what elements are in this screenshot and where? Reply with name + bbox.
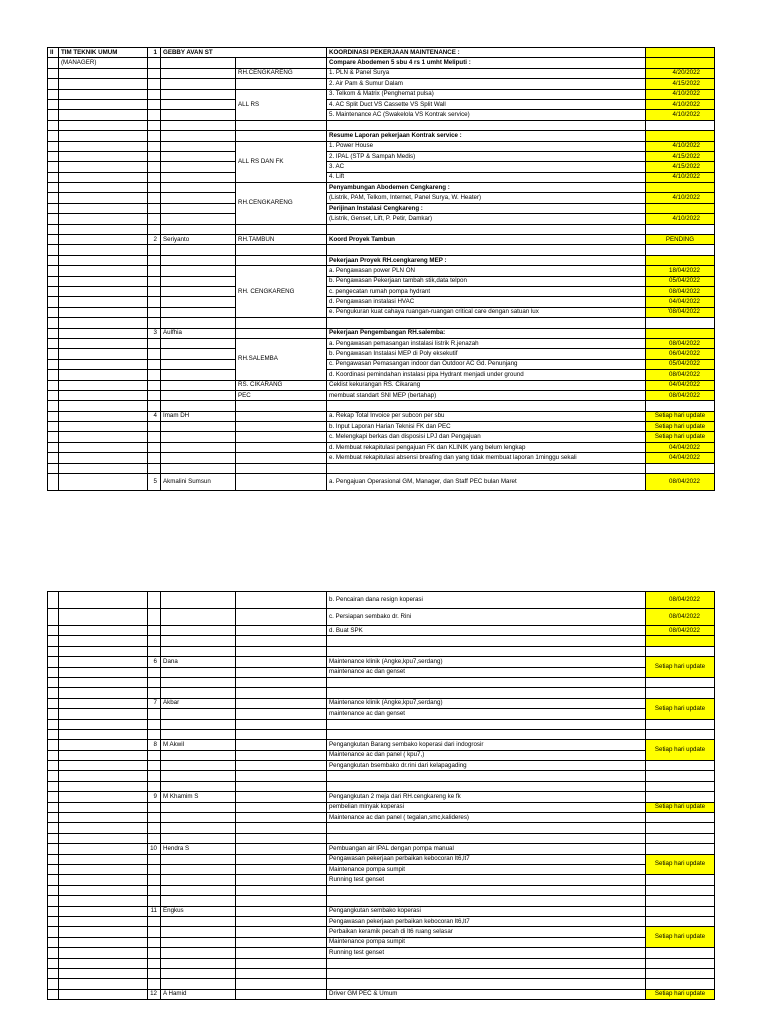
task: (Listrik, PAM, Telkom, Internet, Panel Surya, W. Heater) (327, 193, 646, 203)
task-date: 08/04/2022 (646, 390, 715, 400)
task-status: Setiap hari update (646, 657, 715, 678)
task-date: '08/04/2022 (646, 307, 715, 317)
task: 5. Maintenance AC (Swakelola VS Kontrak service) (327, 110, 646, 120)
task-date: 4/15/2022 (646, 79, 715, 89)
task: b. Pengawasan Pekerjaan tambah stik,data telpon (327, 276, 646, 286)
task: a. Pengajuan Operasional GM, Manager, dan Staff PEC bulan Maret (327, 474, 646, 491)
task-heading: Resume Laporan pekerjaan Kontrak service : (327, 131, 646, 141)
task-heading: Pekerjaan Proyek RH.cengkareng MEP : (327, 255, 646, 265)
task: Maintenance pompa sumpit (327, 937, 646, 947)
task: 3. AC (327, 162, 646, 172)
task: d. Pengawasan instalasi HVAC (327, 297, 646, 307)
task: a. Pengawasan pemasangan instalasi listrik R.jenazah (327, 338, 646, 348)
task: Pengawasan pekerjaan perbaikan kebocoran lt6,lt7 (327, 854, 646, 864)
task-date: 4/10/2022 (646, 99, 715, 109)
task: Maintenance pompa sumpit (327, 864, 646, 874)
person-number: 5 (148, 474, 161, 491)
location: ALL RS (236, 89, 327, 120)
person-name: Akmalini Sumsun (161, 474, 236, 491)
person-number: 11 (148, 906, 161, 916)
task: Pengangkutan 2 meja dari RH.cengkareng ke fk (327, 792, 646, 802)
location: PEC (236, 390, 327, 400)
task-date: 4/15/2022 (646, 162, 715, 172)
task-heading: Pekerjaan Pengembangan RH.salemba: (327, 328, 646, 338)
task: Maintenance klinik (Angke,kpu7,serdang) (327, 698, 646, 708)
location: RH.CENGKARENG (236, 68, 327, 78)
task: Maintenance klinik (Angke,kpu7,serdang) (327, 657, 646, 667)
task-date: 08/04/2022 (646, 370, 715, 380)
task-date: 08/04/2022 (646, 338, 715, 348)
task: a. Rekap Total Invoice per subcon per sbu (327, 411, 646, 421)
task-status: Setiap hari update (646, 927, 715, 948)
task-date: 08/04/2022 (646, 609, 715, 626)
location: RH.SALEMBA (236, 338, 327, 380)
task-date: 4/10/2022 (646, 110, 715, 120)
location: RH.TAMBUN (236, 235, 327, 245)
task-subheading: Compare Abodemen 5 sbu 4 rs 1 umht Meliputi : (327, 58, 646, 68)
task: 1. Power House (327, 141, 646, 151)
task: a. Pengawasan power PLN ON (327, 266, 646, 276)
task-heading: KOORDINASI PEKERJAAN MAINTENANCE : (327, 48, 646, 58)
person-name: Imam DH (161, 411, 236, 421)
task-status: Setiap hari update (646, 854, 715, 875)
task-date: 08/04/2022 (646, 474, 715, 491)
task: 2. IPAL (STP & Sampah Medis) (327, 151, 646, 161)
task-date: 4/10/2022 (646, 172, 715, 182)
person-name: M Akwil (161, 740, 236, 750)
task-date: 05/04/2022 (646, 276, 715, 286)
task: b. Input Laporan Harian Teknisi FK dan PEC (327, 422, 646, 432)
task-date: Setiap hari update (646, 411, 715, 421)
person-number: 3 (148, 328, 161, 338)
location: RH. CENGKARENG (236, 266, 327, 318)
task: Driver GM PEC & Umum (327, 989, 646, 999)
location: ALL RS DAN FK (236, 141, 327, 183)
task: Pengangkutan Barang sembako koperasi dari indogrosir (327, 740, 646, 750)
task: b. Pengawasan Instalasi MEP di Poly eksekutif (327, 349, 646, 359)
task-date: 04/04/2022 (646, 442, 715, 452)
location: RS. CIKARANG (236, 380, 327, 390)
task-status: Setiap hari update (646, 802, 715, 812)
task: e. Membuat rekapitulasi absensi breafing dan yang tidak membuat laporan 1minggu sekali (327, 453, 646, 463)
task-date: 06/04/2022 (646, 349, 715, 359)
task-status: Setiap hari update (646, 698, 715, 719)
task: Running test genset (327, 875, 646, 885)
person-number: 2 (148, 235, 161, 245)
task: Pembuangan air IPAL dengan pompa manual (327, 844, 646, 854)
person-number: 10 (148, 844, 161, 854)
task: 2. Air Pam & Sumur Dalam (327, 79, 646, 89)
task-status: Setiap hari update (646, 989, 715, 999)
task: b. Pencairan dana resign koperasi (327, 592, 646, 609)
task: Maintenance ac dan panel ( tegalan,smc,kalideres) (327, 813, 646, 823)
person-name: GEBBY AVAN ST (161, 48, 327, 58)
task-date: 04/04/2022 (646, 297, 715, 307)
task-status: Setiap hari update (646, 740, 715, 761)
person-name: Seriyanto (161, 235, 236, 245)
task: membuat standart SNI MEP (bertahap) (327, 390, 646, 400)
task: c. Pengawasan Pemasangan indoor dan Outdoor AC Gd. Penunjang (327, 359, 646, 369)
person-name: Aulfhia (161, 328, 236, 338)
task: 1. PLN & Panel Surya (327, 68, 646, 78)
task-date: 4/10/2022 (646, 214, 715, 224)
task-date: 08/04/2022 (646, 592, 715, 609)
task-date: 4/10/2022 (646, 141, 715, 151)
task: maintenance ac dan genset (327, 667, 646, 677)
person-number: 4 (148, 411, 161, 421)
task: (Listrik, Genset, Lift, P. Petir, Damkar) (327, 214, 646, 224)
task-date: Setiap hari update (646, 432, 715, 442)
task: maintenance ac dan genset (327, 709, 646, 719)
task: d. Koordinasi pemindahan instalasi pipa Hydrant menjadi under ground (327, 370, 646, 380)
task: Pengawasan pekerjaan perbaikan kebocoran lt6,lt7 (327, 916, 646, 926)
task-date: 08/04/2022 (646, 626, 715, 636)
person-number: 1 (148, 48, 161, 58)
person-number: 7 (148, 698, 161, 708)
person-name: Dana (161, 657, 236, 667)
task: Ceklist kekurangan RS. Cikarang (327, 380, 646, 390)
person-number: 6 (148, 657, 161, 667)
task-heading: Penyambungan Abodemen Cengkareng : (327, 183, 646, 193)
person-number: 8 (148, 740, 161, 750)
person-name: Engkus (161, 906, 236, 916)
task: Pengangkutan bsembako dr.rini dari kelapagading (327, 761, 646, 771)
section-number: II (48, 48, 59, 58)
task: Running test genset (327, 948, 646, 958)
task-date: 04/04/2022 (646, 453, 715, 463)
person-name: Akbar (161, 698, 236, 708)
task-date: Setiap hari update (646, 422, 715, 432)
task: pembelian minyak koperasi (327, 802, 646, 812)
team-title: TIM TEKNIK UMUM (59, 48, 148, 58)
task: c. Melengkapi berkas dan disposisi LPJ dan Pengajuan (327, 432, 646, 442)
work-report-table-bottom (47, 591, 715, 1000)
task-heading: Koord Proyek Tambun (327, 235, 646, 245)
work-report-table-top (47, 47, 715, 491)
task: e. Pengukuran kuat cahaya ruangan-ruangan critical care dengan satuan lux (327, 307, 646, 317)
task-date: 4/15/2022 (646, 151, 715, 161)
task: 3. Telkom & Matrix (Penghemat pulsa) (327, 89, 646, 99)
task: c. Persiapan sembako dr. Rini (327, 609, 646, 626)
location: RH.CENGKARENG (236, 183, 327, 225)
task-date: 4/10/2022 (646, 193, 715, 203)
task: d. Buat SPK (327, 626, 646, 636)
task: c. pengecatan rumah pompa hydrant (327, 286, 646, 296)
task: 4. AC Split Duct VS Cassette VS Split Wall (327, 99, 646, 109)
task-date: 18/04/2022 (646, 266, 715, 276)
task: Pengangkutan sembako koperasi (327, 906, 646, 916)
team-subtitle: (MANAGER) (59, 58, 148, 68)
task-heading: Perijinan Instalasi Cengkareng : (327, 203, 646, 213)
person-number: 9 (148, 792, 161, 802)
task-status: PENDING (646, 235, 715, 245)
task: 4. Lift (327, 172, 646, 182)
task-date: 05/04/2022 (646, 359, 715, 369)
task: Maintenance ac dan panel ( kpu7,) (327, 750, 646, 760)
task-date: 08/04/2022 (646, 286, 715, 296)
person-number: 12 (148, 989, 161, 999)
task-date: 4/10/2022 (646, 89, 715, 99)
person-name: Hendra S (161, 844, 236, 854)
task-date: 04/04/2022 (646, 380, 715, 390)
person-name: M Khamim S (161, 792, 236, 802)
person-name: A Hamid (161, 989, 236, 999)
task-date: 4/20/2022 (646, 68, 715, 78)
task: Perbaikan keramik pecah di lt6 ruang selasar (327, 927, 646, 937)
task: d. Membuat rekapitulasi pengajuan FK dan KLINIK yang belum lengkap (327, 442, 646, 452)
